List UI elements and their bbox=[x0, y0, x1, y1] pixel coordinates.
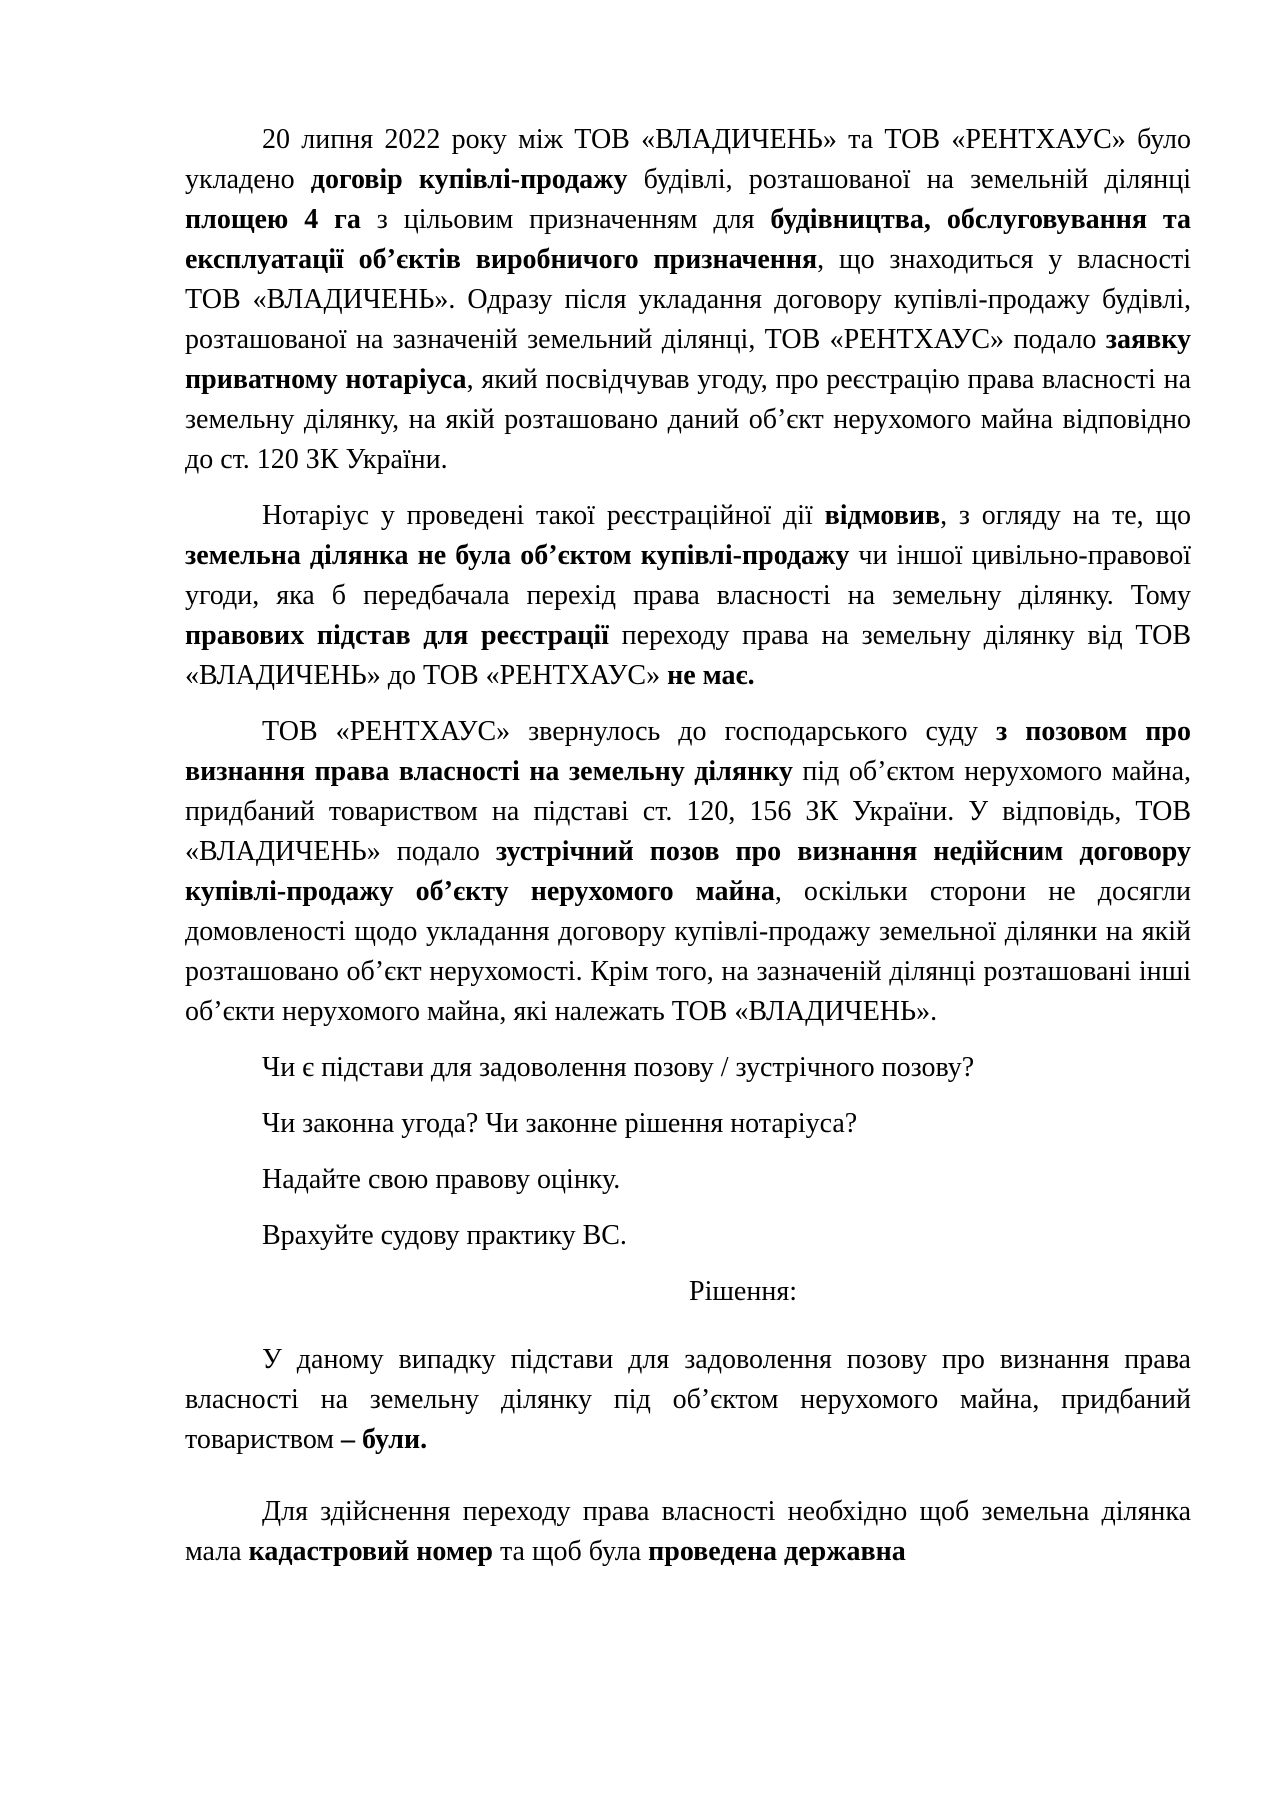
text-run: , який посвідчував угоду, про реєстрацію права власності на земельну ділянку, на якій розташовано даний об’єкт нерухомого майна відповідно до ст. 120 ЗК України. bbox=[185, 364, 1192, 475]
text-run: ТОВ «РЕНТХАУС» звернулось до господарського суду bbox=[262, 716, 997, 747]
text-run: Нотаріус у проведені такої реєстраційної дії bbox=[262, 500, 825, 531]
question-court-practice: Врахуйте судову практику ВС. bbox=[262, 1220, 627, 1251]
bold-text-run: відмовив bbox=[824, 500, 941, 531]
text-run: Для здійснення переходу права власності необхідно щоб земельна ділянка мала bbox=[185, 1496, 1191, 1567]
bold-text-run: проведена державна bbox=[648, 1536, 906, 1567]
bold-text-run: з позовом про визнання права власності на земельну ділянку bbox=[185, 716, 1191, 787]
bold-text-run: будівництва, обслуговування та експлуатації об’єктів виробничого призначення bbox=[185, 204, 1192, 275]
bold-text-run: площею 4 га bbox=[185, 204, 361, 235]
text-run: переходу права на земельну ділянку від ТОВ «ВЛАДИЧЕНЬ» до ТОВ «РЕНТХАУС» bbox=[185, 620, 1191, 691]
bold-text-run: зустрічний позов про визнання недійсним договору купівлі-продажу об’єкту нерухомого майна bbox=[185, 836, 1192, 907]
text-run: , що знаходиться у власності ТОВ «ВЛАДИЧЕНЬ». Одразу після укладання договору купівлі-продажу будівлі, розташованої на зазначеній земельний ділянці, ТОВ «РЕНТХАУС» подало bbox=[185, 244, 1192, 355]
paragraph-sale-agreement bbox=[185, 120, 1191, 480]
text-run: У даному випадку підстави для задоволення позову про визнання права власності на земельну ділянку під об’єктом нерухомого майна, придбаний товариством bbox=[185, 1344, 1191, 1455]
text-run: під об’єктом нерухомого майна, придбаний товариством на підставі ст. 120, 156 ЗК України. У відповідь, ТОВ «ВЛАДИЧЕНЬ» подало bbox=[185, 756, 1191, 867]
text-run: , з огляду на те, що bbox=[940, 500, 1192, 531]
bold-text-run: – були. bbox=[341, 1424, 428, 1455]
question-claim-grounds: Чи є підстави для задоволення позову / зустрічного позову? bbox=[262, 1052, 975, 1083]
bold-text-run: не має. bbox=[667, 660, 755, 691]
paragraph-notary-refusal bbox=[185, 496, 1191, 696]
text-run: , оскільки сторони не досягли домовленості щодо укладання договору купівлі-продажу земельної ділянки на якій розташовано об’єкт нерухомості. Крім того, на зазначеній ділянці розташовані інші об’єкти нерухомого майна, які належать ТОВ «ВЛАДИЧЕНЬ». bbox=[185, 876, 1191, 1027]
question-legality: Чи законна угода? Чи законне рішення нотаріуса? bbox=[262, 1108, 858, 1139]
bold-text-run: земельна ділянка не була об’єктом купівлі-продажу bbox=[185, 540, 850, 571]
paragraph-ownership-transfer bbox=[185, 1492, 1191, 1572]
paragraph-lawsuit bbox=[185, 712, 1191, 1032]
text-run: та щоб була bbox=[492, 1536, 649, 1567]
bold-text-run: кадастровий номер bbox=[248, 1536, 493, 1567]
paragraph-solution-grounds bbox=[185, 1340, 1191, 1460]
bold-text-run: договір купівлі-продажу bbox=[310, 164, 628, 195]
text-run: з цільовим призначенням для bbox=[360, 204, 771, 235]
question-legal-assessment: Надайте свою правову оцінку. bbox=[262, 1164, 621, 1195]
text-run: будівлі, розташованої на земельній ділянці bbox=[627, 164, 1191, 195]
bold-text-run: правових підстав для реєстрації bbox=[185, 620, 609, 651]
solution-heading: Рішення: bbox=[689, 1276, 797, 1307]
bold-text-run: заявку приватному нотаріуса bbox=[185, 324, 1191, 395]
text-run: чи іншої цивільно-правової угоди, яка б передбачала перехід права власності на земельну ділянку. Тому bbox=[185, 540, 1191, 611]
text-run: 20 липня 2022 року між ТОВ «ВЛАДИЧЕНЬ» та ТОВ «РЕНТХАУС» було укладено bbox=[185, 124, 1191, 195]
document-body bbox=[185, 120, 1191, 1572]
